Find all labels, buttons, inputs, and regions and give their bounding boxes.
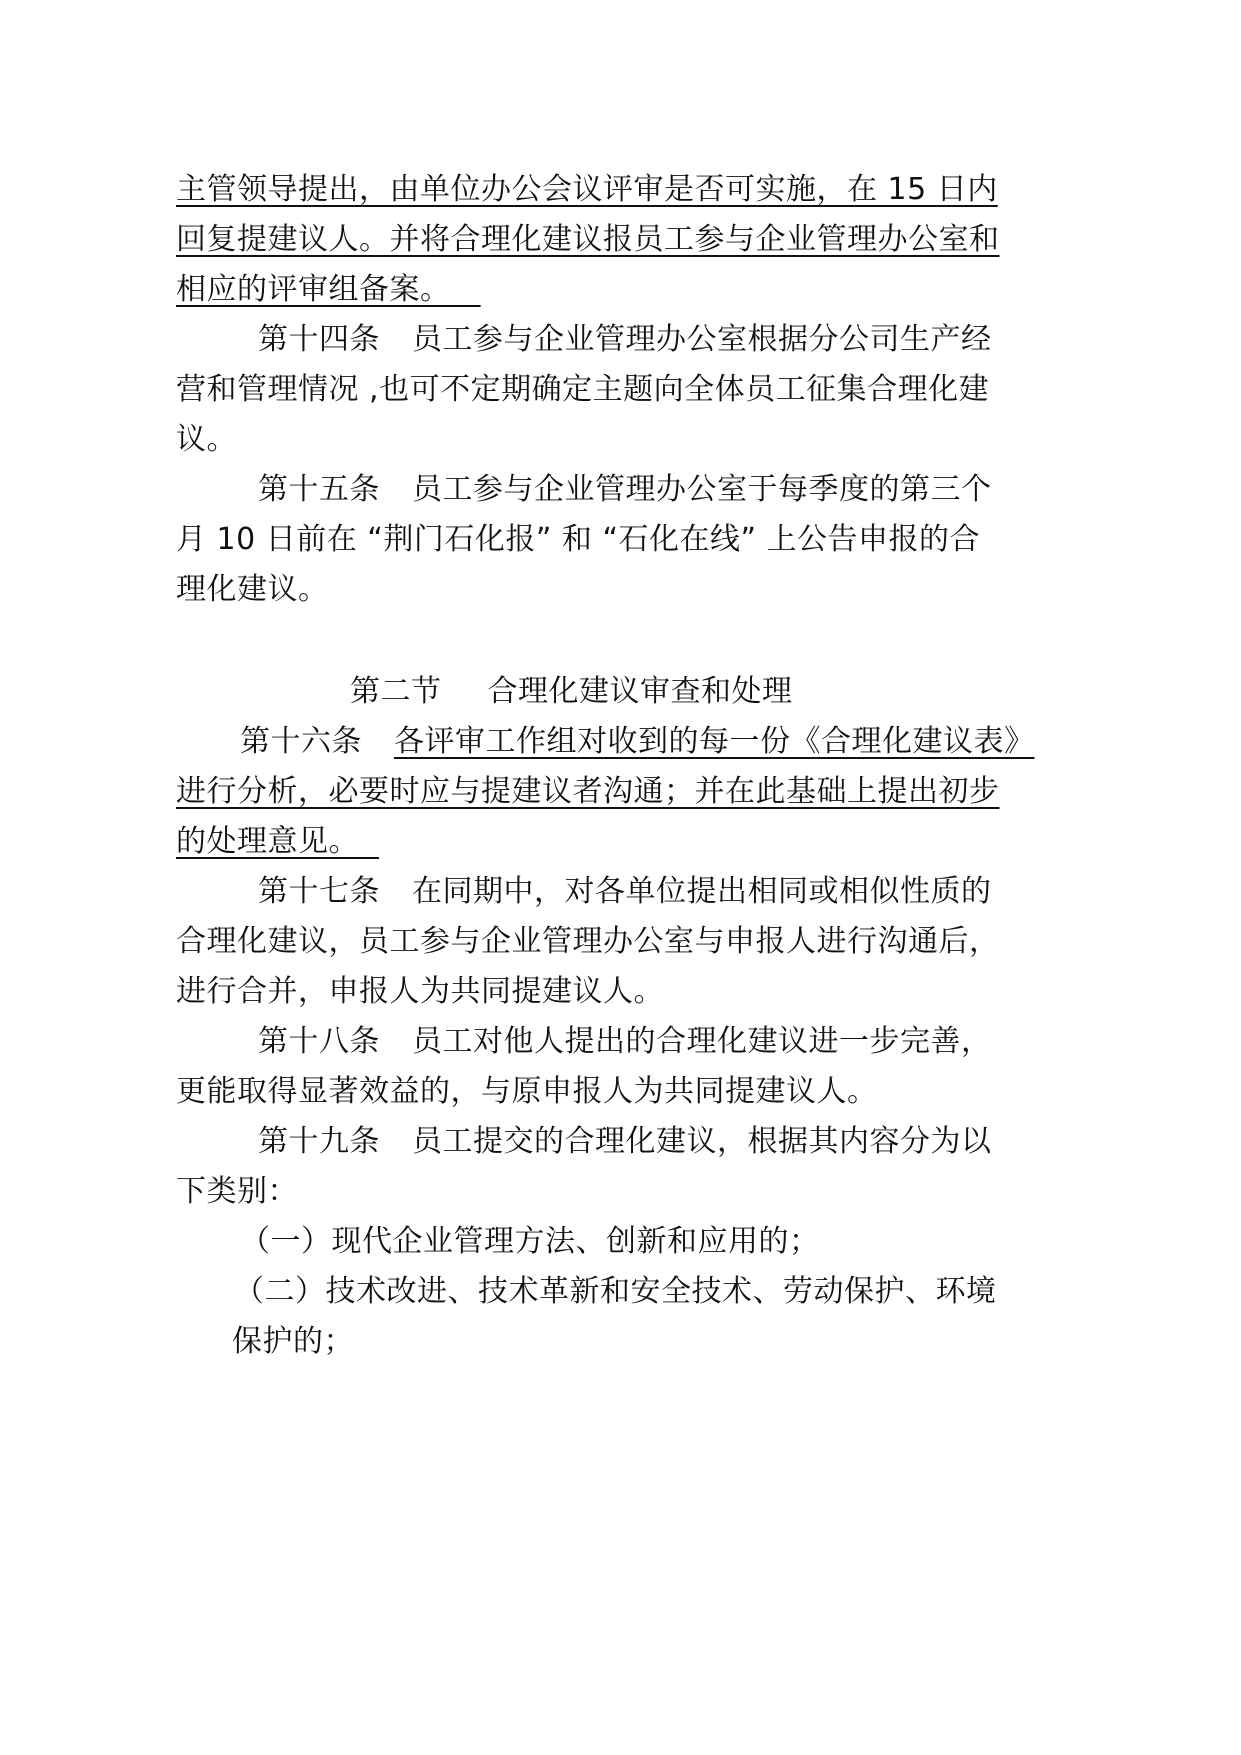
art17-line-1-text: 在同期中，对各单位提出相同或相似性质的 [412, 874, 992, 909]
art15-line-2-text: 月 10 日前在 “荆门石化报” 和 “石化在线” 上公告申报的合 [176, 522, 981, 557]
art13-line-3-text: 相应的评审组备案。 [176, 272, 451, 307]
art16-line-2-text: 进行分析，必要时应与提建议者沟通；并在此基础上提出初步 [176, 774, 1000, 809]
section-title: 合理化建议审查和处理 [487, 674, 793, 709]
art19-line-1 [258, 1122, 992, 1162]
category-item-1-text: （一）现代企业管理方法、创新和应用的； [240, 1224, 820, 1259]
art17-line-1 [258, 872, 992, 912]
art19-line-2 [176, 1172, 298, 1212]
art18-line-1 [258, 1022, 992, 1062]
art17-line-3-text: 进行合并，申报人为共同提建议人。 [176, 974, 664, 1009]
art14-number: 第十四条 [258, 322, 380, 357]
art15-line-2 [176, 520, 980, 560]
art17-line-2 [176, 922, 1000, 962]
art14-line-3-text: 议。 [176, 422, 237, 457]
art14-line-3 [176, 420, 237, 460]
art17-line-2-text: 合理化建议，员工参与企业管理办公室与申报人进行沟通后， [176, 924, 1000, 959]
art13-line-1-text: 主管领导提出，由单位办公会议评审是否可实施，在 15 日内 [176, 172, 998, 207]
art17-line-3 [176, 972, 664, 1012]
art19-line-1-text: 员工提交的合理化建议，根据其内容分为以 [412, 1124, 992, 1159]
art18-line-2 [176, 1072, 878, 1112]
art18-number: 第十八条 [258, 1024, 380, 1059]
category-item-2-cont-text: 保护的； [232, 1324, 354, 1359]
category-item-2-text: （二）技术改进、技术革新和安全技术、劳动保护、环境 [234, 1274, 997, 1309]
category-item-2 [234, 1272, 997, 1312]
art19-number: 第十九条 [258, 1124, 380, 1159]
art13-line-1 [176, 170, 998, 210]
section-heading [350, 672, 793, 712]
art17-number: 第十七条 [258, 874, 380, 909]
art16-line-3 [176, 822, 379, 862]
art16-line-1-text: 各评审工作组对收到的每一份《合理化建议表》 [394, 724, 1035, 759]
category-item-2-continued [232, 1322, 354, 1362]
art19-line-2-text: 下类别： [176, 1174, 298, 1209]
category-item-1 [240, 1222, 820, 1262]
art16-line-2 [176, 772, 1000, 812]
section-number: 第二节 [350, 674, 442, 709]
art13-line-2 [176, 220, 1000, 260]
art15-line-3-text: 理化建议。 [176, 572, 329, 607]
art15-number: 第十五条 [258, 472, 380, 507]
art18-line-2-text: 更能取得显著效益的，与原申报人为共同提建议人。 [176, 1074, 878, 1109]
art16-line-3-text: 的处理意见。 [176, 824, 359, 859]
art13-line-2-text: 回复提建议人。并将合理化建议报员工参与企业管理办公室和 [176, 222, 1000, 257]
art15-line-3 [176, 570, 329, 610]
art18-line-1-text: 员工对他人提出的合理化建议进一步完善， [412, 1024, 992, 1059]
art14-line-1 [258, 320, 992, 360]
art15-line-1-text: 员工参与企业管理办公室于每季度的第三个 [412, 472, 992, 507]
art14-line-2 [176, 370, 989, 410]
art15-line-1 [258, 470, 992, 510]
art16-line-1 [240, 722, 1035, 762]
art13-line-3 [176, 270, 481, 310]
art16-number: 第十六条 [240, 724, 362, 759]
art14-line-2-text: 营和管理情况 ,也可不定期确定主题向全体员工征集合理化建 [176, 372, 990, 407]
art14-line-1-text: 员工参与企业管理办公室根据分公司生产经 [412, 322, 992, 357]
